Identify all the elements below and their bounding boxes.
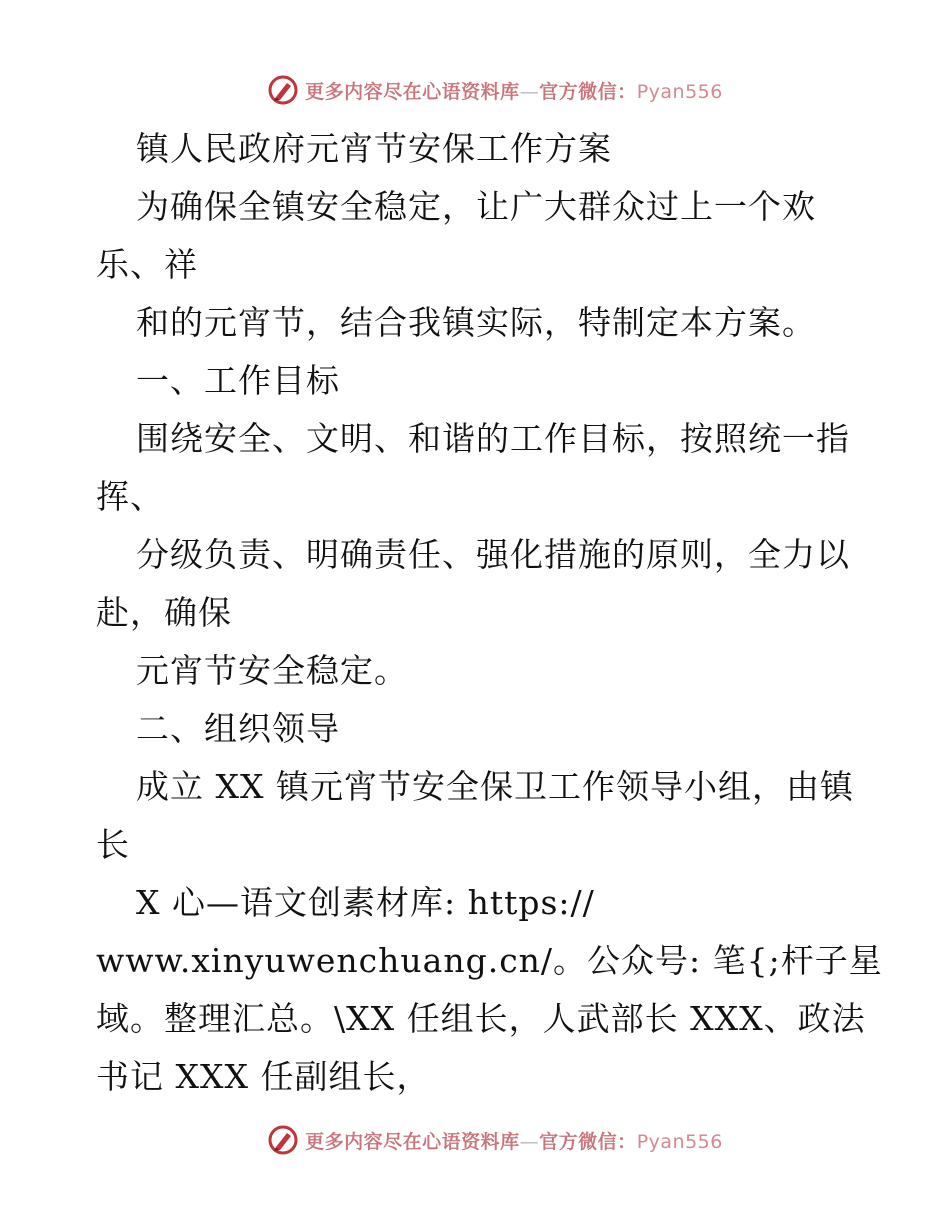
watermark-account: Pyan556 [636, 80, 723, 103]
text-line: 二、组织领导 [136, 709, 340, 748]
watermark-group [267, 1124, 723, 1156]
watermark-group [267, 74, 723, 106]
footer-watermark [0, 1120, 950, 1160]
watermark-account-prefix: 官方微信： [539, 80, 637, 103]
text-line: 和的元宵节，结合我镇实际，特制定本方案。 [136, 303, 816, 342]
text-line: 乐、祥 [96, 245, 198, 284]
pen-logo-icon [267, 1124, 299, 1156]
text-line: 长 [96, 825, 130, 864]
text-line: 一、工作目标 [136, 361, 340, 400]
watermark-account: Pyan556 [636, 1130, 723, 1153]
pen-logo-icon [267, 74, 299, 106]
text-line: 赴，确保 [96, 593, 232, 632]
text-line: 分级负责、明确责任、强化措施的原则，全力以 [136, 535, 850, 574]
text-line: 域。整理汇总。\XX 任组长，人武部长 XXX、政法 [96, 999, 866, 1038]
watermark-separator: — [519, 80, 540, 103]
document-body [96, 120, 883, 1106]
text-line: 书记 XXX 任副组长， [96, 1057, 431, 1096]
text-line: www.xinyuwenchuang.cn/。公众号: 笔{;杆子星 [96, 941, 883, 980]
text-line: 成立 XX 镇元宵节安全保卫工作领导小组，由镇 [136, 767, 854, 806]
watermark-text [305, 77, 723, 104]
text-line: 围绕安全、文明、和谐的工作目标，按照统一指 [136, 419, 850, 458]
watermark-account-prefix: 官方微信： [539, 1130, 637, 1153]
text-line: 元宵节安全稳定。 [136, 651, 408, 690]
text-line: X 心—语文创素材库: https:// [136, 883, 595, 922]
watermark-site: 更多内容尽在心语资料库 [305, 80, 520, 103]
watermark-text [305, 1127, 723, 1154]
text-line: 镇人民政府元宵节安保工作方案 [136, 129, 612, 168]
text-line: 为确保全镇安全稳定，让广大群众过上一个欢 [136, 187, 816, 226]
text-line: 挥、 [96, 477, 164, 516]
watermark-site: 更多内容尽在心语资料库 [305, 1130, 520, 1153]
header-watermark [0, 70, 950, 110]
watermark-separator: — [519, 1130, 540, 1153]
